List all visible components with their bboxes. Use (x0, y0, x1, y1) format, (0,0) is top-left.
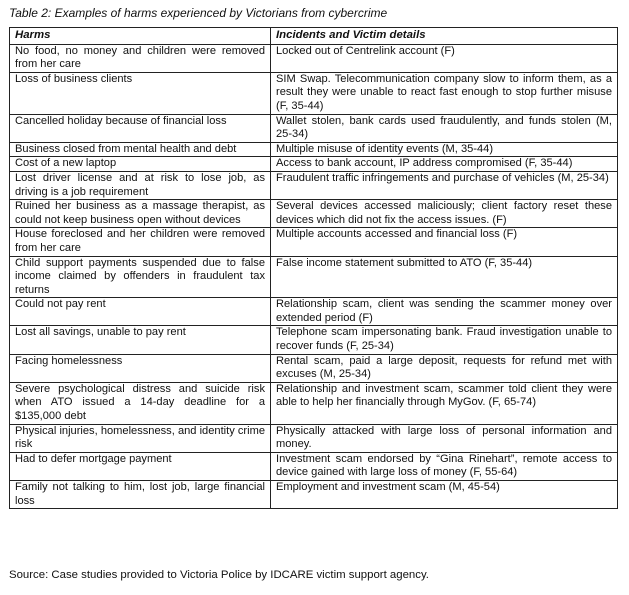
harm-cell: Business closed from mental health and debt (10, 142, 271, 157)
incident-cell: Rental scam, paid a large deposit, requests for refund met with excuses (M, 25-34) (271, 354, 618, 382)
incident-cell: Multiple misuse of identity events (M, 35-44) (271, 142, 618, 157)
incident-cell: Multiple accounts accessed and financial loss (F) (271, 228, 618, 256)
incident-cell: Locked out of Centrelink account (F) (271, 44, 618, 72)
table-row (10, 298, 618, 326)
harm-cell: Severe psychological distress and suicide risk when ATO issued a 14-day deadline for a $135,000 debt (10, 382, 271, 424)
table-row (10, 44, 618, 72)
harm-cell: House foreclosed and her children were removed from her care (10, 228, 271, 256)
harm-cell: Child support payments suspended due to false income claimed by offenders in fraudulent tax returns (10, 256, 271, 298)
harm-cell: Had to defer mortgage payment (10, 452, 271, 480)
column-header-harms: Harms (10, 28, 271, 45)
table-caption: Table 2: Examples of harms experienced by Victorians from cybercrime (9, 6, 388, 20)
table-row (10, 114, 618, 142)
harm-cell: Loss of business clients (10, 72, 271, 114)
table-row (10, 142, 618, 157)
harm-cell: Could not pay rent (10, 298, 271, 326)
table-row (10, 326, 618, 354)
table-row (10, 354, 618, 382)
harm-cell: Ruined her business as a massage therapist, as could not keep business open without devices (10, 200, 271, 228)
harm-cell: No food, no money and children were removed from her care (10, 44, 271, 72)
incident-cell: Fraudulent traffic infringements and purchase of vehicles (M, 25-34) (271, 171, 618, 199)
incident-cell: SIM Swap. Telecommunication company slow to inform them, as a result they were unable to react fast enough to stop further misuse (F, 35-44) (271, 72, 618, 114)
harms-table (9, 27, 618, 509)
incident-cell: Employment and investment scam (M, 45-54) (271, 481, 618, 509)
table-row (10, 481, 618, 509)
table-row (10, 171, 618, 199)
harm-cell: Cancelled holiday because of financial loss (10, 114, 271, 142)
incident-cell: Relationship scam, client was sending the scammer money over extended period (F) (271, 298, 618, 326)
table-row (10, 157, 618, 172)
table-row (10, 200, 618, 228)
harm-cell: Cost of a new laptop (10, 157, 271, 172)
harm-cell: Lost driver license and at risk to lose job, as driving is a job requirement (10, 171, 271, 199)
harm-cell: Facing homelessness (10, 354, 271, 382)
table-row (10, 452, 618, 480)
table-row (10, 382, 618, 424)
incident-cell: Access to bank account, IP address compromised (F, 35-44) (271, 157, 618, 172)
incident-cell: Relationship and investment scam, scammer told client they were able to help her financially through MyGov. (F, 65-74) (271, 382, 618, 424)
harm-cell: Physical injuries, homelessness, and identity crime risk (10, 424, 271, 452)
table-row (10, 424, 618, 452)
harm-cell: Family not talking to him, lost job, large financial loss (10, 481, 271, 509)
harm-cell: Lost all savings, unable to pay rent (10, 326, 271, 354)
incident-cell: Investment scam endorsed by “Gina Rinehart”, remote access to device gained with large loss of money (F, 55-64) (271, 452, 618, 480)
table-row (10, 228, 618, 256)
table-row (10, 256, 618, 298)
column-header-incidents: Incidents and Victim details (271, 28, 618, 45)
table-row (10, 72, 618, 114)
source-note: Source: Case studies provided to Victoria Police by IDCARE victim support agency. (9, 569, 429, 581)
incident-cell: Telephone scam impersonating bank. Fraud investigation unable to recover funds (F, 25-34) (271, 326, 618, 354)
incident-cell: Physically attacked with large loss of personal information and money. (271, 424, 618, 452)
table-header-row (10, 28, 618, 45)
incident-cell: Several devices accessed maliciously; client factory reset these devices which did not fix the access issues. (F) (271, 200, 618, 228)
incident-cell: False income statement submitted to ATO (F, 35-44) (271, 256, 618, 298)
incident-cell: Wallet stolen, bank cards used fraudulently, and funds stolen (M, 25-34) (271, 114, 618, 142)
